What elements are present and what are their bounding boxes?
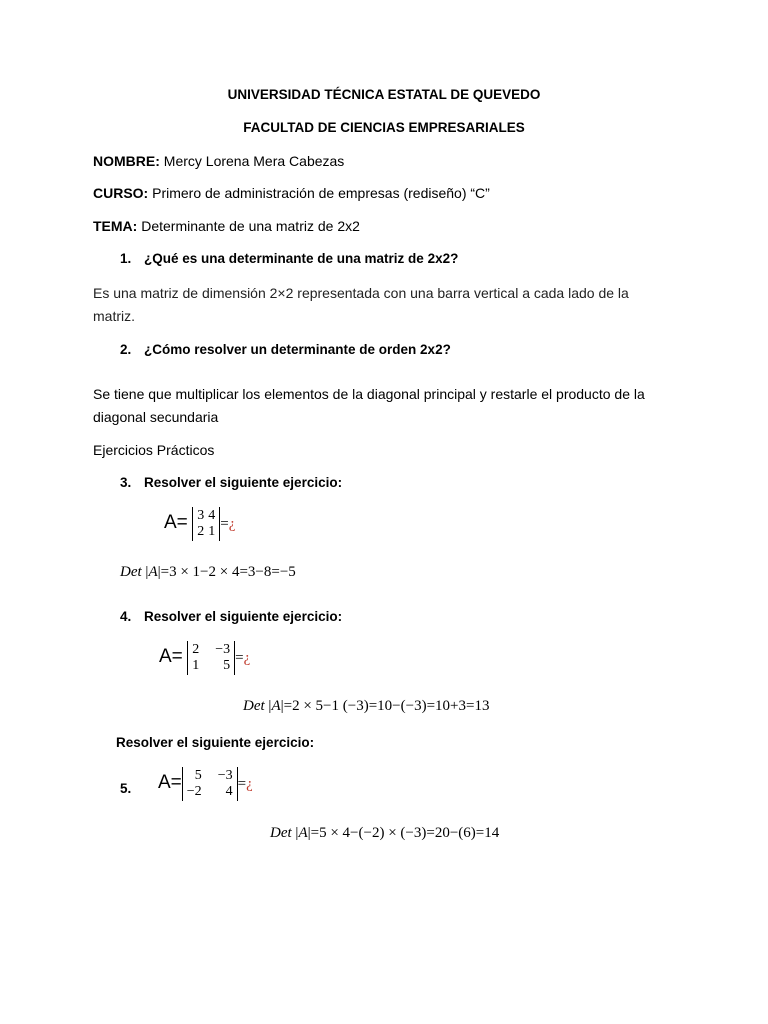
name-value: Mercy Lorena Mera Cabezas <box>159 153 345 169</box>
exercise-5-lhs: A= <box>158 772 182 794</box>
matrix-cell: −3 <box>217 768 233 783</box>
equals-sign: = <box>235 650 244 667</box>
matrix-cell: −2 <box>186 784 202 799</box>
question-mark: ¿ <box>228 516 236 533</box>
answer-1-line-1: Es una matriz de dimensión 2×2 representada con una barra vertical a cada lado de la <box>93 285 629 301</box>
question-2 <box>120 342 451 357</box>
det-argument: A <box>148 564 158 580</box>
exercise-3-lhs: A= <box>164 512 188 534</box>
exercise-4-number: 4. <box>120 609 132 624</box>
exercise-5-equation <box>158 767 253 801</box>
exercise-5-number: 5. <box>120 781 132 796</box>
solution-text: =3 × 1−2 × 4=3−8=−5 <box>160 564 296 580</box>
matrix-cell: 5 <box>194 768 202 783</box>
exercise-4-equation <box>159 641 250 675</box>
exercise-3-text: Resolver el siguiente ejercicio: <box>144 475 343 490</box>
answer-2 <box>93 383 645 429</box>
equals-sign: = <box>237 776 247 793</box>
det-argument: A <box>298 825 308 841</box>
university-title: UNIVERSIDAD TÉCNICA ESTATAL DE QUEVEDO <box>227 87 541 102</box>
answer-1 <box>93 282 629 328</box>
matrix-cell: 2 <box>192 642 200 657</box>
exercise-3-equation <box>164 507 235 541</box>
answer-2-line-1: Se tiene que multiplicar los elementos de la diagonal principal y restarle el producto de la <box>93 386 645 402</box>
exercise-3-solution: Det |A|=3 × 1−2 × 4=3−8=−5 <box>120 564 296 580</box>
question-2-text: ¿Cómo resolver un determinante de orden 2x2? <box>144 342 451 357</box>
faculty-title: FACULTAD DE CIENCIAS EMPRESARIALES <box>243 120 525 135</box>
solution-text: =2 × 5−1 (−3)=10−(−3)=10+3=13 <box>283 698 490 714</box>
question-2-number: 2. <box>120 342 132 357</box>
matrix-cell: 3 <box>197 508 205 523</box>
answer-2-line-2: diagonal secundaria <box>93 409 219 425</box>
matrix-cell: 2 <box>197 524 205 539</box>
det-argument: A <box>271 698 281 714</box>
name-line <box>93 150 344 173</box>
matrix-cell: 1 <box>208 524 216 539</box>
course-label: CURSO: <box>93 185 149 201</box>
exercise-5-solution: Det |A|=5 × 4−(−2) × (−3)=20−(6)=14 <box>270 825 500 841</box>
exercise-3-matrix <box>192 507 220 541</box>
solution-text: =5 × 4−(−2) × (−3)=20−(6)=14 <box>310 825 500 841</box>
det-label: Det <box>270 825 292 841</box>
question-mark: ¿ <box>243 650 251 667</box>
matrix-cell: 4 <box>208 508 216 523</box>
exercise-4-matrix <box>187 641 235 675</box>
name-label: NOMBRE: <box>93 153 160 169</box>
question-1-number: 1. <box>120 251 132 266</box>
course-line <box>93 182 490 205</box>
det-label: Det <box>120 564 142 580</box>
topic-line <box>93 215 360 238</box>
exercise-4-solution: Det |A|=2 × 5−1 (−3)=10−(−3)=10+3=13 <box>243 698 490 714</box>
practice-heading: Ejercicios Prácticos <box>93 442 215 458</box>
topic-label: TEMA: <box>93 218 138 234</box>
question-1-text: ¿Qué es una determinante de una matriz de 2x2? <box>144 251 459 266</box>
topic-value: Determinante de una matriz de 2x2 <box>137 218 360 234</box>
question-mark: ¿ <box>246 776 253 793</box>
matrix-cell: 4 <box>225 784 233 799</box>
exercise-4-heading <box>120 609 342 624</box>
exercise-5-matrix <box>182 767 238 801</box>
course-value: Primero de administración de empresas (rediseño) “C” <box>148 185 490 201</box>
det-label: Det <box>243 698 265 714</box>
exercise-3-number: 3. <box>120 475 132 490</box>
exercise-4-lhs: A= <box>159 646 183 668</box>
question-1 <box>120 251 458 266</box>
matrix-cell: 1 <box>192 658 200 673</box>
exercise-3-heading <box>120 475 342 490</box>
exercise-4-text: Resolver el siguiente ejercicio: <box>144 609 343 624</box>
matrix-cell: 5 <box>223 658 231 673</box>
equals-sign: = <box>220 516 229 533</box>
exercise-5-heading: Resolver el siguiente ejercicio: <box>116 735 315 750</box>
matrix-cell: −3 <box>215 642 231 657</box>
answer-1-line-2: matriz. <box>93 308 135 324</box>
